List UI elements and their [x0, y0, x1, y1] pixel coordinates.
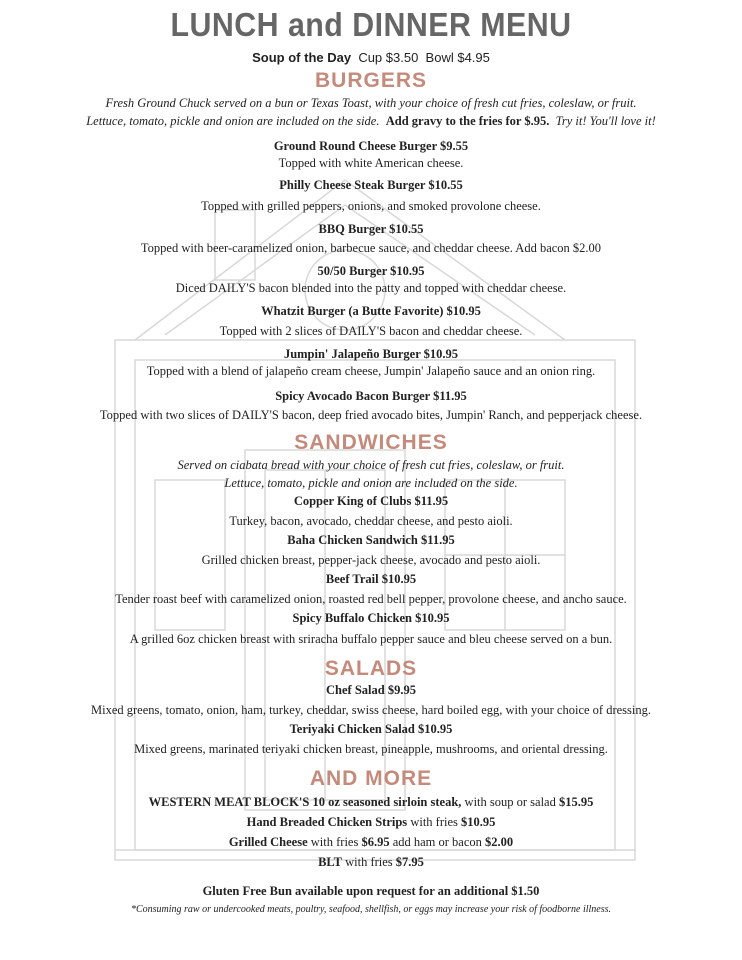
burgers-intro-line-2 — [0, 112, 742, 130]
menu-item-description: Topped with a blend of jalapeño cream cheese, Jumpin' Jalapeño sauce and an onion ring. — [146, 364, 596, 378]
chicken-strips-price: $10.95 — [461, 815, 496, 829]
chicken-strips-name: Hand Breaded Chicken Strips — [246, 815, 408, 829]
burgers-intro-gravy: Add gravy to the fries for $.95. — [385, 114, 550, 128]
menu-item-name: Beef Trail $10.95 — [325, 572, 417, 586]
grilled-cheese-addon-price: $2.00 — [485, 835, 514, 849]
gluten-free-note: Gluten Free Bun available upon request for an additional $1.50 — [202, 884, 540, 898]
menu-item-name: Chef Salad $9.95 — [326, 683, 416, 697]
soup-bowl-price: Bowl $4.95 — [425, 50, 490, 65]
menu-item-description: Topped with beer-caramelized onion, barbecue sauce, and cheddar cheese. Add bacon $2.00 — [140, 241, 602, 255]
menu-item-name: Spicy Buffalo Chicken $10.95 — [292, 611, 450, 625]
blt-name: BLT — [318, 855, 342, 869]
soup-cup-price: Cup $3.50 — [358, 50, 419, 65]
blt-item — [0, 854, 742, 871]
blt-description: with fries — [345, 855, 393, 869]
grilled-cheese-description: with fries — [310, 835, 359, 849]
menu-item-name: BBQ Burger $10.55 — [318, 222, 424, 236]
grilled-cheese-addon: add ham or bacon — [392, 835, 482, 849]
grilled-cheese-price: $6.95 — [361, 835, 390, 849]
menu-item-name: Ground Round Cheese Burger $9.55 — [273, 139, 469, 153]
menu-item-name: 50/50 Burger $10.95 — [317, 264, 425, 278]
menu-item-description: Turkey, bacon, avocado, cheddar cheese, and pesto aioli. — [229, 514, 513, 528]
menu-item-description: Tender roast beef with caramelized onion, roasted red bell pepper, provolone cheese, and ancho sauce. — [115, 592, 627, 606]
menu-item-description: A grilled 6oz chicken breast with sriracha buffalo pepper sauce and bleu cheese served on a bun. — [129, 632, 613, 646]
menu-item-description: Grilled chicken breast, pepper-jack cheese, avocado and pesto aioli. — [201, 553, 541, 567]
menu-item-description: Diced DAILY'S bacon blended into the patty and topped with cheddar cheese. — [175, 281, 567, 295]
salads-heading: SALADS — [324, 657, 418, 680]
menu-item-name: Teriyaki Chicken Salad $10.95 — [289, 722, 453, 736]
food-safety-disclaimer: *Consuming raw or undercooked meats, poultry, seafood, shellfish, or eggs may increase your risk of foodborne illness. — [130, 904, 612, 915]
burgers-heading: BURGERS — [314, 69, 427, 92]
sandwiches-heading: SANDWICHES — [294, 431, 448, 454]
soup-label: Soup of the Day — [252, 50, 352, 65]
menu-item-name: Copper King of Clubs $11.95 — [293, 494, 449, 508]
chicken-strips-description: with fries — [410, 815, 458, 829]
burgers-intro-line-1: Fresh Ground Chuck served on a bun or Texas Toast, with your choice of fresh cut fries, coleslaw, or fruit. — [105, 96, 637, 110]
steak-description: with soup or salad — [464, 795, 556, 809]
sandwiches-intro-line-2: Lettuce, tomato, pickle and onion are included on the side. — [224, 476, 518, 490]
menu-item-description: Mixed greens, marinated teriyaki chicken breast, pineapple, mushrooms, and oriental dressing. — [134, 742, 608, 756]
burgers-intro-sides: Lettuce, tomato, pickle and onion are included on the side. — [86, 114, 380, 128]
grilled-cheese-item — [0, 834, 742, 851]
blt-price: $7.95 — [395, 855, 424, 869]
menu-item-name: Spicy Avocado Bacon Burger $11.95 — [275, 389, 467, 403]
burgers-intro-tagline: Try it! You'll love it! — [555, 114, 656, 128]
steak-price: $15.95 — [558, 795, 594, 809]
and-more-heading: AND MORE — [309, 767, 433, 790]
steak-item — [0, 794, 742, 811]
menu-item-description: Topped with white American cheese. — [278, 156, 464, 170]
grilled-cheese-name: Grilled Cheese — [228, 835, 308, 849]
menu-item-description: Mixed greens, tomato, onion, ham, turkey, cheddar, swiss cheese, hard boiled egg, with your choice of dressing. — [90, 703, 651, 717]
menu-item-description: Topped with 2 slices of DAILY'S bacon and cheddar cheese. — [219, 324, 523, 338]
steak-name: WESTERN MEAT BLOCK'S 10 oz seasoned sirloin steak, — [148, 795, 462, 809]
menu-item-description: Topped with two slices of DAILY'S bacon, deep fried avocado bites, Jumpin' Ranch, and pepperjack cheese. — [99, 408, 643, 422]
menu-item-name: Jumpin' Jalapeño Burger $10.95 — [283, 347, 459, 361]
menu-item-description: Topped with grilled peppers, onions, and smoked provolone cheese. — [201, 199, 541, 213]
soup-of-the-day — [0, 50, 742, 66]
menu-item-name: Baha Chicken Sandwich $11.95 — [287, 533, 455, 547]
chicken-strips-item — [0, 814, 742, 831]
menu-title: LUNCH and DINNER MENU — [170, 6, 572, 43]
menu-item-name: Whatzit Burger (a Butte Favorite) $10.95 — [261, 304, 481, 318]
sandwiches-intro-line-1: Served on ciabata bread with your choice of fresh cut fries, coleslaw, or fruit. — [177, 458, 565, 472]
menu-item-name: Philly Cheese Steak Burger $10.55 — [279, 178, 463, 192]
